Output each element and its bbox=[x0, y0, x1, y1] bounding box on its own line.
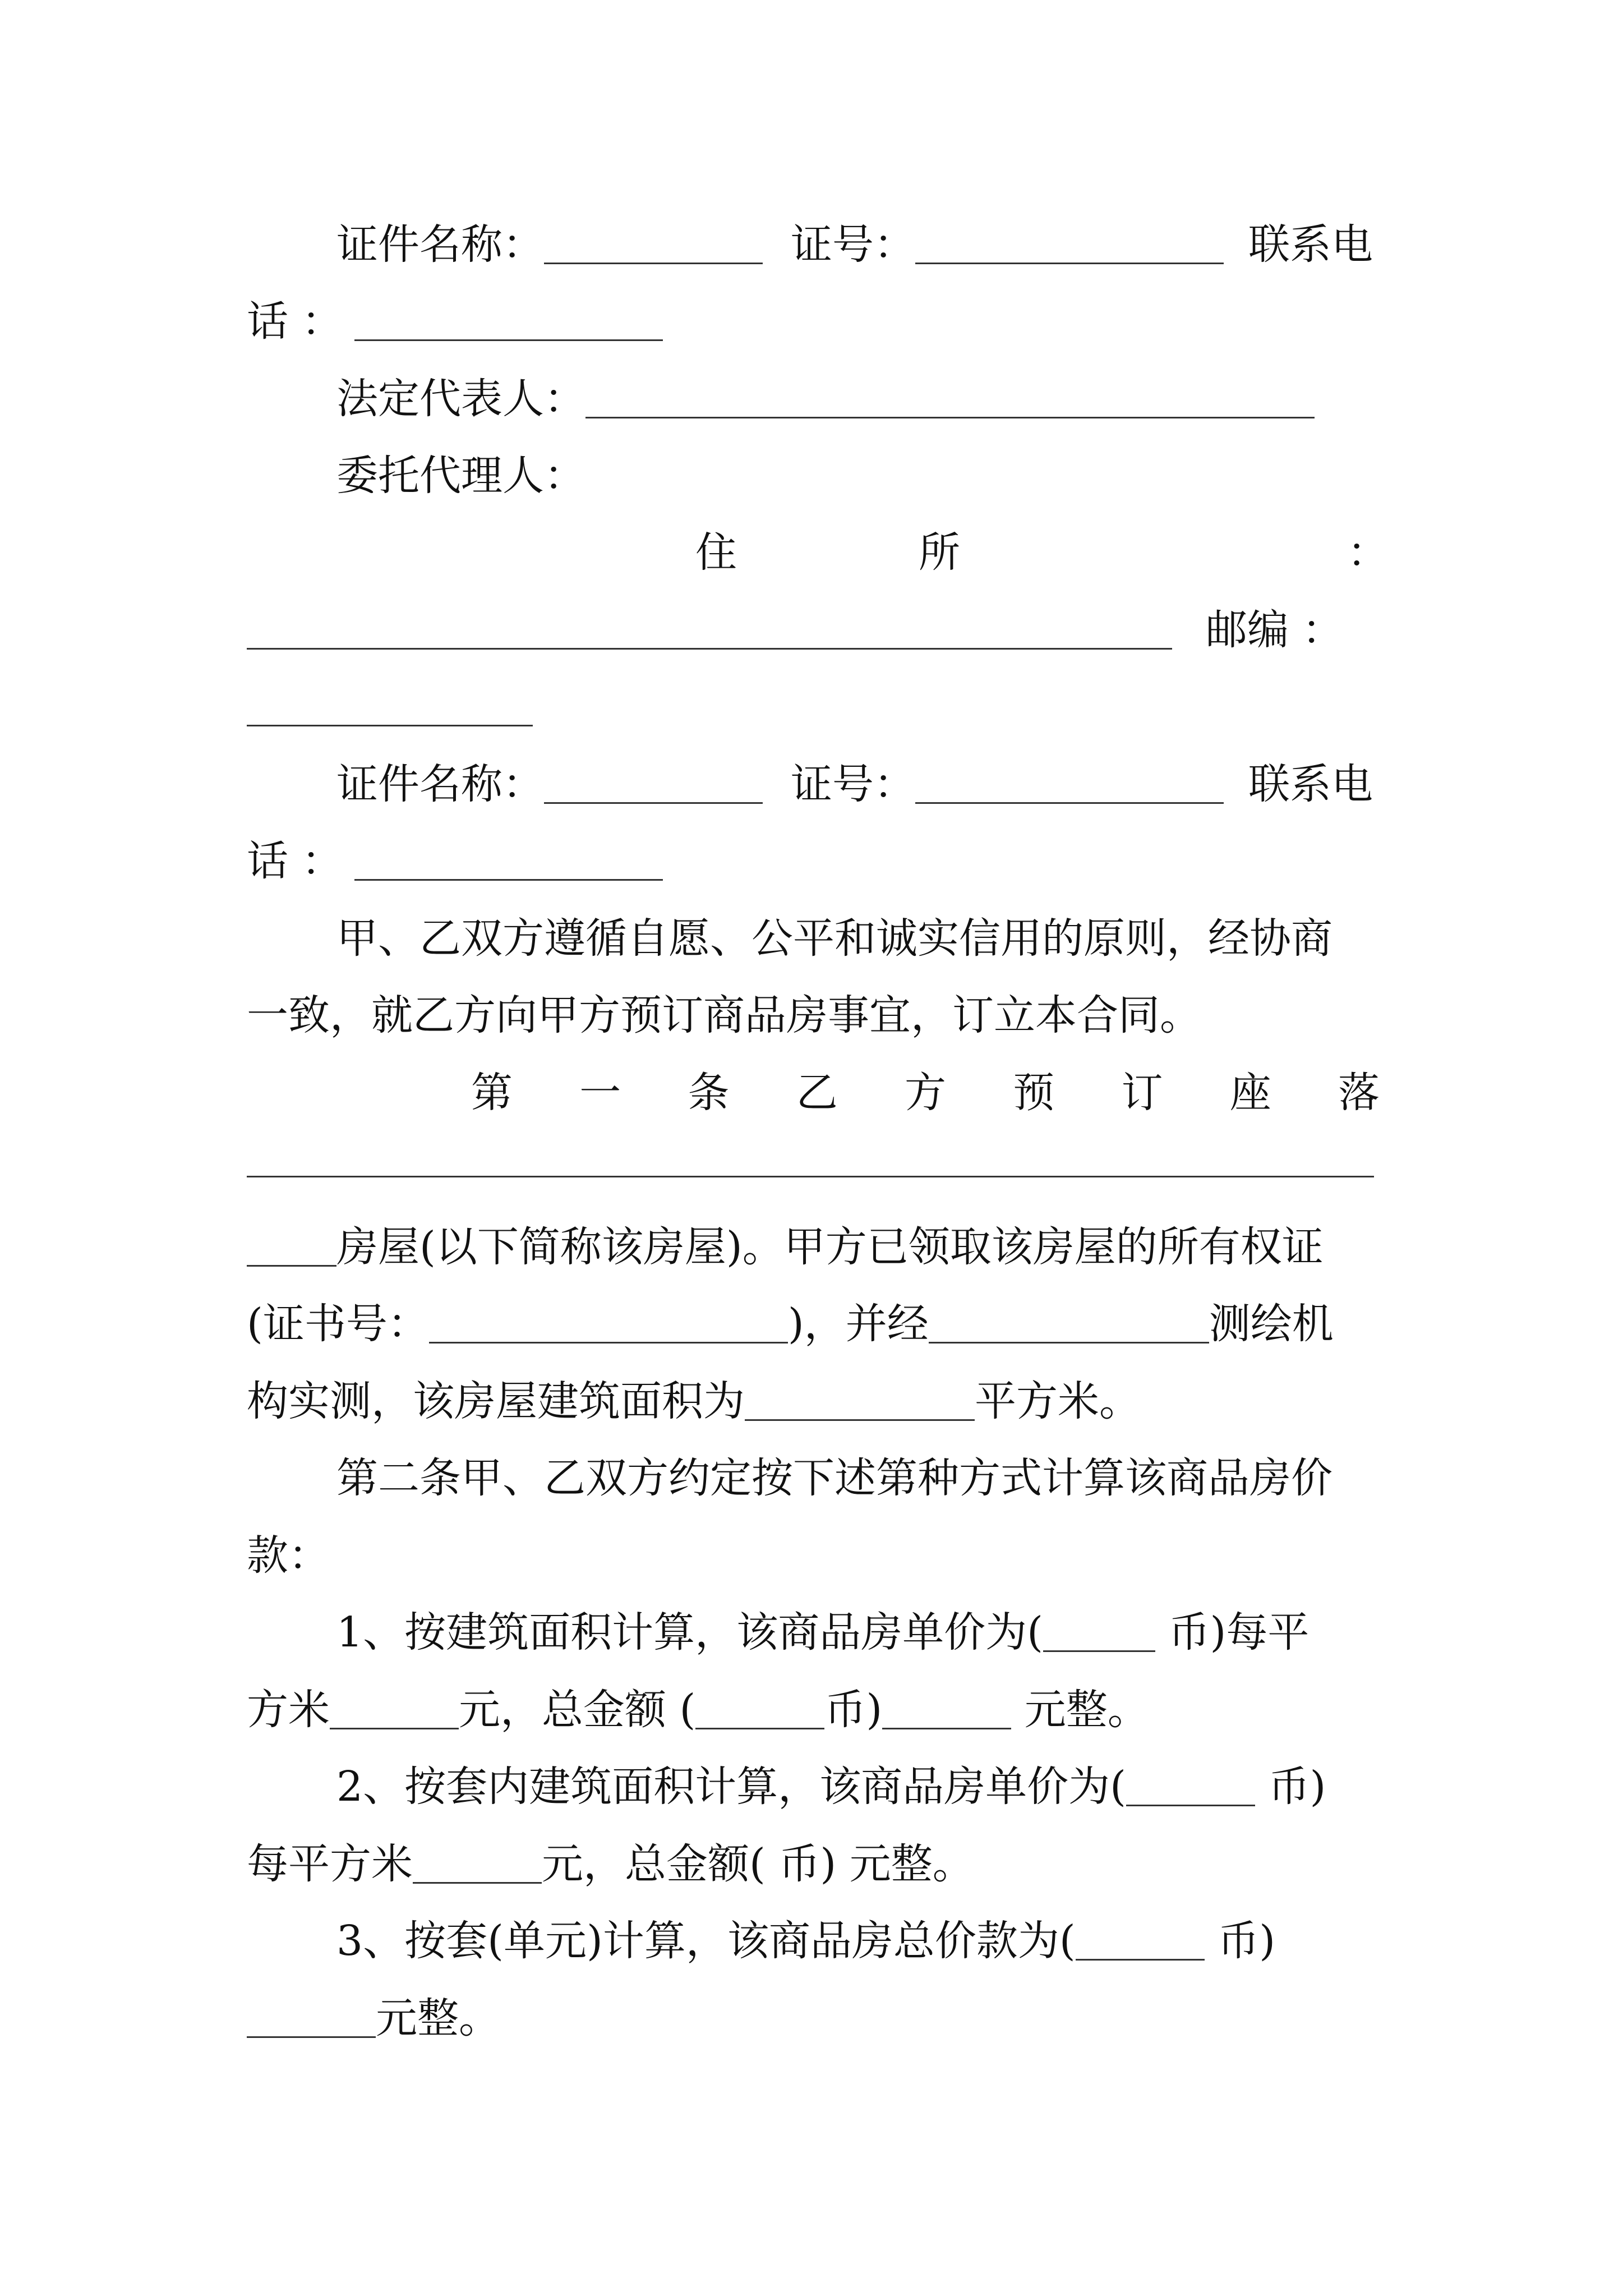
postcode-blank bbox=[247, 683, 533, 726]
article1-text-2b: )，并经 bbox=[787, 1300, 929, 1348]
article1-line-3 bbox=[247, 1363, 1380, 1440]
phone-label-b-b: 话 ： bbox=[247, 837, 343, 885]
item3-text-a: 3、按套(单元)计算，该商品房总价款为( bbox=[336, 1917, 1076, 1965]
article1-char: 一 bbox=[579, 1069, 621, 1117]
address-char-1: 住 bbox=[695, 528, 737, 577]
item1-total-currency-blank bbox=[695, 1686, 824, 1729]
article1-char: 订 bbox=[1121, 1069, 1163, 1117]
cert-name-blank-b bbox=[544, 761, 763, 804]
item1-text-b: 币)每平 bbox=[1155, 1608, 1310, 1657]
party-a-phone-line bbox=[247, 283, 1380, 360]
item2-line-1 bbox=[247, 1749, 1380, 1825]
cert-book-label: (证书号： bbox=[247, 1300, 429, 1348]
item3-text-c: 元整。 bbox=[376, 1994, 500, 2042]
article1-char: 方 bbox=[905, 1069, 946, 1117]
postcode-label: 邮编 ： bbox=[1206, 606, 1344, 654]
survey-org-blank bbox=[929, 1300, 1209, 1343]
item1-text-f: 元整。 bbox=[1011, 1686, 1149, 1734]
cert-name-blank bbox=[544, 221, 763, 264]
item3-total-blank bbox=[247, 1995, 376, 2038]
cert-book-blank bbox=[429, 1300, 788, 1343]
item2-text-a: 2、按套内建筑面积计算，该商品房单价为( bbox=[336, 1763, 1126, 1811]
article1-char: 座 bbox=[1229, 1069, 1271, 1117]
article1-heading bbox=[471, 1055, 1380, 1131]
item3-text-b: 币) bbox=[1204, 1917, 1276, 1965]
item1-line-1 bbox=[247, 1594, 1380, 1671]
item1-text-d: 元，总金额 ( bbox=[459, 1686, 696, 1734]
legal-rep-blank bbox=[585, 375, 1315, 418]
phone-blank-b bbox=[354, 838, 663, 881]
cert-name-label-b: 证件名称： bbox=[336, 760, 544, 808]
address-blank bbox=[247, 606, 1172, 650]
preamble-line-2: 一致，就乙方向甲方预订商品房事宜，订立本合同。 bbox=[247, 991, 1201, 1039]
item3-line-2 bbox=[247, 1980, 1380, 2057]
item3-currency-blank bbox=[1076, 1917, 1205, 1961]
item2-line-2 bbox=[247, 1826, 1380, 1903]
agent-label: 委托代理人： bbox=[336, 452, 585, 500]
article1-text-3b: 平方米。 bbox=[975, 1377, 1141, 1425]
location-blank bbox=[247, 1176, 1374, 1177]
legal-rep-line bbox=[247, 361, 1380, 438]
party-b-phone-line bbox=[247, 823, 1380, 900]
item1-text-c: 方米 bbox=[247, 1686, 330, 1734]
article1-text-3a: 构实测，该房屋建筑面积为 bbox=[247, 1377, 745, 1425]
article1-char: 第 bbox=[471, 1069, 513, 1117]
item3-line-1 bbox=[247, 1903, 1380, 1980]
cert-no-label-b: 证号： bbox=[791, 760, 915, 808]
phone-label-b: 话 ： bbox=[247, 297, 343, 346]
cert-no-label: 证号： bbox=[791, 220, 915, 269]
cert-name-label: 证件名称： bbox=[336, 220, 544, 269]
item2-currency-blank bbox=[1126, 1763, 1255, 1806]
item2-text-c: 每平方米 bbox=[247, 1840, 413, 1888]
article1-text-2c: 测绘机 bbox=[1209, 1300, 1334, 1348]
article2-line-1: 第二条甲、乙双方约定按下述第种方式计算该商品房价 bbox=[336, 1454, 1332, 1502]
item1-text-e: 币) bbox=[824, 1686, 883, 1734]
item2-text-b: 币) bbox=[1255, 1763, 1326, 1811]
area-blank bbox=[745, 1378, 975, 1421]
cert-no-blank bbox=[915, 221, 1224, 264]
phone-blank bbox=[354, 298, 663, 341]
item1-text-a: 1、按建筑面积计算，该商品房单价为( bbox=[336, 1608, 1043, 1657]
article2-line-2: 款： bbox=[247, 1531, 330, 1580]
address-line bbox=[247, 514, 1389, 591]
postcode-line bbox=[247, 592, 1380, 669]
item2-text-d: 元，总金额( 币) 元整。 bbox=[542, 1840, 974, 1888]
article1-char: 预 bbox=[1013, 1069, 1055, 1117]
postcode-blank-line bbox=[247, 669, 1380, 746]
article1-line-2 bbox=[247, 1286, 1380, 1363]
preamble-line-1: 甲、乙双方遵循自愿、公平和诚实信用的原则，经协商 bbox=[336, 914, 1332, 963]
address-colon: ： bbox=[1347, 528, 1389, 577]
address-char-2: 所 bbox=[919, 528, 960, 577]
item1-line-2 bbox=[247, 1672, 1380, 1749]
article1-text-1: 房屋(以下简称该房屋)。甲方已领取该房屋的所有权证 bbox=[336, 1223, 1324, 1271]
party-b-id-line bbox=[247, 746, 1380, 823]
item2-price-blank bbox=[413, 1841, 542, 1884]
agent-line bbox=[247, 438, 1380, 514]
phone-label-a-b: 联系电 bbox=[1248, 760, 1373, 808]
article1-char: 落 bbox=[1338, 1069, 1380, 1117]
article1-char: 乙 bbox=[796, 1069, 838, 1117]
legal-rep-label: 法定代表人： bbox=[336, 375, 585, 423]
item1-total-blank bbox=[882, 1686, 1011, 1729]
article1-line-1 bbox=[247, 1209, 1380, 1286]
cert-no-blank-b bbox=[915, 761, 1224, 804]
location-tail-blank bbox=[247, 1223, 336, 1267]
item1-price-blank bbox=[330, 1686, 459, 1729]
party-a-id-line bbox=[247, 206, 1380, 283]
article1-char: 条 bbox=[688, 1069, 730, 1117]
item1-currency-blank bbox=[1043, 1609, 1155, 1652]
phone-label-a: 联系电 bbox=[1248, 220, 1373, 269]
